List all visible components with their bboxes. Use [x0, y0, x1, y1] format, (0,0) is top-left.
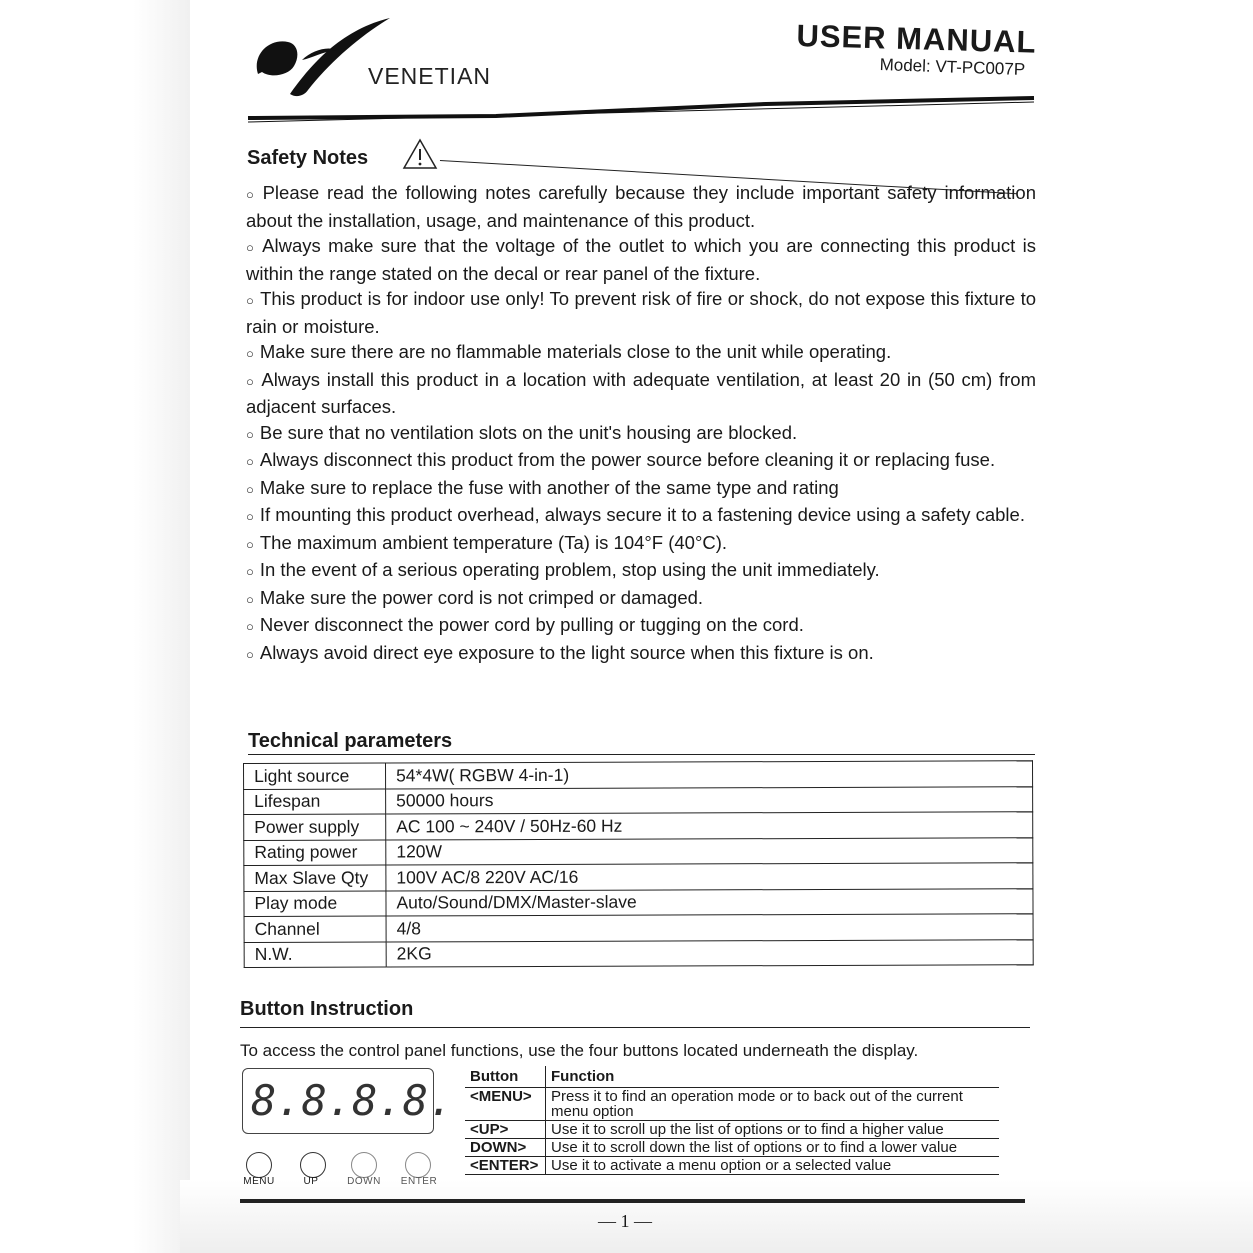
technical-row — [244, 863, 1033, 891]
parameter-value: 100V AC/8 220V AC/16 — [386, 863, 1033, 891]
function-column-header: Function — [546, 1066, 1000, 1088]
bullet-circle-icon: ○ — [246, 509, 254, 524]
parameter-value: AC 100 ~ 240V / 50Hz-60 Hz — [386, 812, 1033, 840]
header-divider — [246, 86, 1036, 126]
brand-name: VENETIAN — [368, 63, 492, 89]
safety-note-item — [246, 612, 1036, 640]
enter-button-label: ENTER — [400, 1176, 438, 1187]
button-function: Press it to find an operation mode or to back out of the current menu option — [546, 1088, 1000, 1121]
parameter-label: Max Slave Qty — [244, 865, 386, 891]
parameter-label: Lifespan — [244, 789, 386, 815]
safety-note-item — [246, 585, 1036, 613]
bullet-circle-icon: ○ — [246, 564, 254, 579]
technical-row — [244, 914, 1033, 942]
button-instruction-heading: Button Instruction — [240, 998, 414, 1020]
button-table-row — [465, 1139, 999, 1157]
button-name: <MENU> — [465, 1088, 546, 1121]
display-digits: 8.8.8.8. — [251, 1076, 454, 1125]
technical-row — [244, 761, 1033, 789]
bullet-circle-icon: ○ — [246, 293, 255, 308]
safety-note-text: Please read the following notes carefully because they include important safety information about the installation, usage, and maintenance of this product. — [246, 182, 1036, 231]
enter-button-icon — [405, 1152, 431, 1178]
menu-button-label: MENU — [243, 1176, 275, 1187]
button-table-row — [465, 1157, 999, 1175]
safety-note-text: Never disconnect the power cord by pulling or tugging on the cord. — [259, 614, 804, 635]
safety-note-text: Be sure that no ventilation slots on the unit's housing are blocked. — [259, 421, 798, 443]
bullet-circle-icon: ○ — [246, 481, 254, 497]
safety-note-item — [246, 420, 1036, 448]
bullet-circle-icon: ○ — [246, 187, 257, 202]
document-title: USER MANUAL — [796, 18, 1037, 60]
parameter-label: Light source — [244, 763, 386, 789]
technical-row — [244, 939, 1033, 967]
safety-note-item — [246, 286, 1036, 339]
parameter-value: 4/8 — [386, 914, 1033, 942]
parameter-value: 120W — [386, 837, 1033, 865]
button-function: Use it to scroll up the list of options or to find a higher value — [546, 1121, 1000, 1139]
safety-note-text: In the event of a serious operating problem, stop using the unit immediately. — [259, 559, 880, 580]
bullet-circle-icon: ○ — [246, 536, 254, 552]
led-display — [242, 1068, 454, 1134]
safety-heading: Safety Notes — [247, 147, 369, 169]
button-name: <UP> — [465, 1121, 546, 1139]
warning-triangle-icon — [402, 138, 438, 170]
bullet-circle-icon: ○ — [246, 240, 257, 255]
technical-heading: Technical parameters — [248, 730, 453, 752]
up-button-label: UP — [303, 1176, 319, 1187]
safety-note-item — [246, 530, 1036, 558]
parameter-value: 50000 hours — [386, 786, 1033, 814]
technical-divider — [248, 754, 1035, 755]
parameter-value: 54*4W( RGBW 4-in-1) — [386, 761, 1033, 789]
safety-note-text: Make sure there are no flammable materials close to the unit while operating. — [259, 341, 892, 362]
button-table-header — [465, 1066, 999, 1088]
button-name: DOWN> — [465, 1139, 546, 1157]
safety-note-text: Make sure the power cord is not crimped or damaged. — [259, 586, 704, 608]
technical-row — [244, 812, 1033, 840]
safety-note-item — [246, 475, 1036, 503]
safety-note-text: If mounting this product overhead, always secure it to a fastening device using a safety cable. — [259, 504, 1025, 525]
safety-note-text: Always make sure that the voltage of the outlet to which you are connecting this product is within the range stated on the decal or rear panel of the fixture. — [246, 235, 1036, 284]
page-number: — 1 — — [598, 1211, 652, 1231]
safety-note-text: This product is for indoor use only! To prevent risk of fire or shock, do not expose this fixture to rain or moisture. — [246, 288, 1036, 337]
safety-note-item — [246, 180, 1036, 233]
technical-row — [244, 786, 1033, 814]
down-button-label: DOWN — [347, 1176, 381, 1187]
up-button-icon — [300, 1152, 326, 1178]
safety-note-item — [246, 447, 1036, 475]
safety-note-item — [246, 640, 1036, 668]
safety-note-item — [246, 502, 1036, 530]
safety-note-item — [246, 339, 1036, 367]
technical-row — [244, 888, 1033, 916]
parameter-label: Power supply — [244, 814, 386, 840]
model-number: Model: VT-PC007P — [879, 55, 1026, 80]
parameter-label: Rating power — [244, 840, 386, 866]
safety-note-item — [246, 233, 1036, 286]
bullet-circle-icon: ○ — [246, 591, 254, 607]
button-name: <ENTER> — [465, 1157, 546, 1175]
footer-divider — [240, 1199, 1025, 1203]
safety-note-item — [246, 367, 1036, 420]
button-function: Use it to scroll down the list of options or to find a lower value — [546, 1139, 1000, 1157]
safety-note-text: The maximum ambient temperature (Ta) is 104°F (40°C). — [259, 531, 728, 553]
button-table-row — [465, 1121, 999, 1139]
bullet-circle-icon: ○ — [246, 619, 254, 634]
parameter-value: 2KG — [386, 939, 1033, 967]
button-function: Use it to activate a menu option or a selected value — [546, 1157, 1000, 1175]
bullet-circle-icon: ○ — [246, 454, 254, 469]
safety-note-text: Always install this product in a location with adequate ventilation, at least 20 in (50 cm) from adjacent surfaces. — [246, 368, 1036, 417]
safety-note-text: Make sure to replace the fuse with another of the same type and rating — [259, 476, 839, 498]
safety-notes-list — [246, 180, 1036, 667]
parameter-label: N.W. — [244, 942, 386, 968]
button-function-table — [465, 1066, 999, 1175]
button-instruction-divider — [240, 1027, 1030, 1028]
button-column-header: Button — [465, 1066, 546, 1088]
safety-note-text: Always avoid direct eye exposure to the light source when this fixture is on. — [259, 641, 874, 663]
technical-row — [244, 837, 1033, 865]
technical-parameters-table — [243, 760, 1034, 968]
parameter-label: Channel — [244, 916, 386, 942]
down-button-icon — [351, 1152, 377, 1178]
bullet-circle-icon: ○ — [246, 373, 256, 389]
bullet-circle-icon: ○ — [246, 346, 254, 361]
safety-note-text: Always disconnect this product from the power source before cleaning it or replacing fuse. — [259, 449, 996, 470]
parameter-label: Play mode — [244, 891, 386, 917]
parameter-value: Auto/Sound/DMX/Master-slave — [386, 888, 1033, 916]
safety-note-item — [246, 557, 1036, 585]
button-instruction-intro: To access the control panel functions, use the four buttons located underneath the display. — [240, 1041, 919, 1060]
menu-button-icon — [246, 1152, 272, 1178]
button-table-row — [465, 1088, 999, 1121]
bullet-circle-icon: ○ — [246, 646, 254, 662]
bullet-circle-icon: ○ — [246, 426, 254, 442]
